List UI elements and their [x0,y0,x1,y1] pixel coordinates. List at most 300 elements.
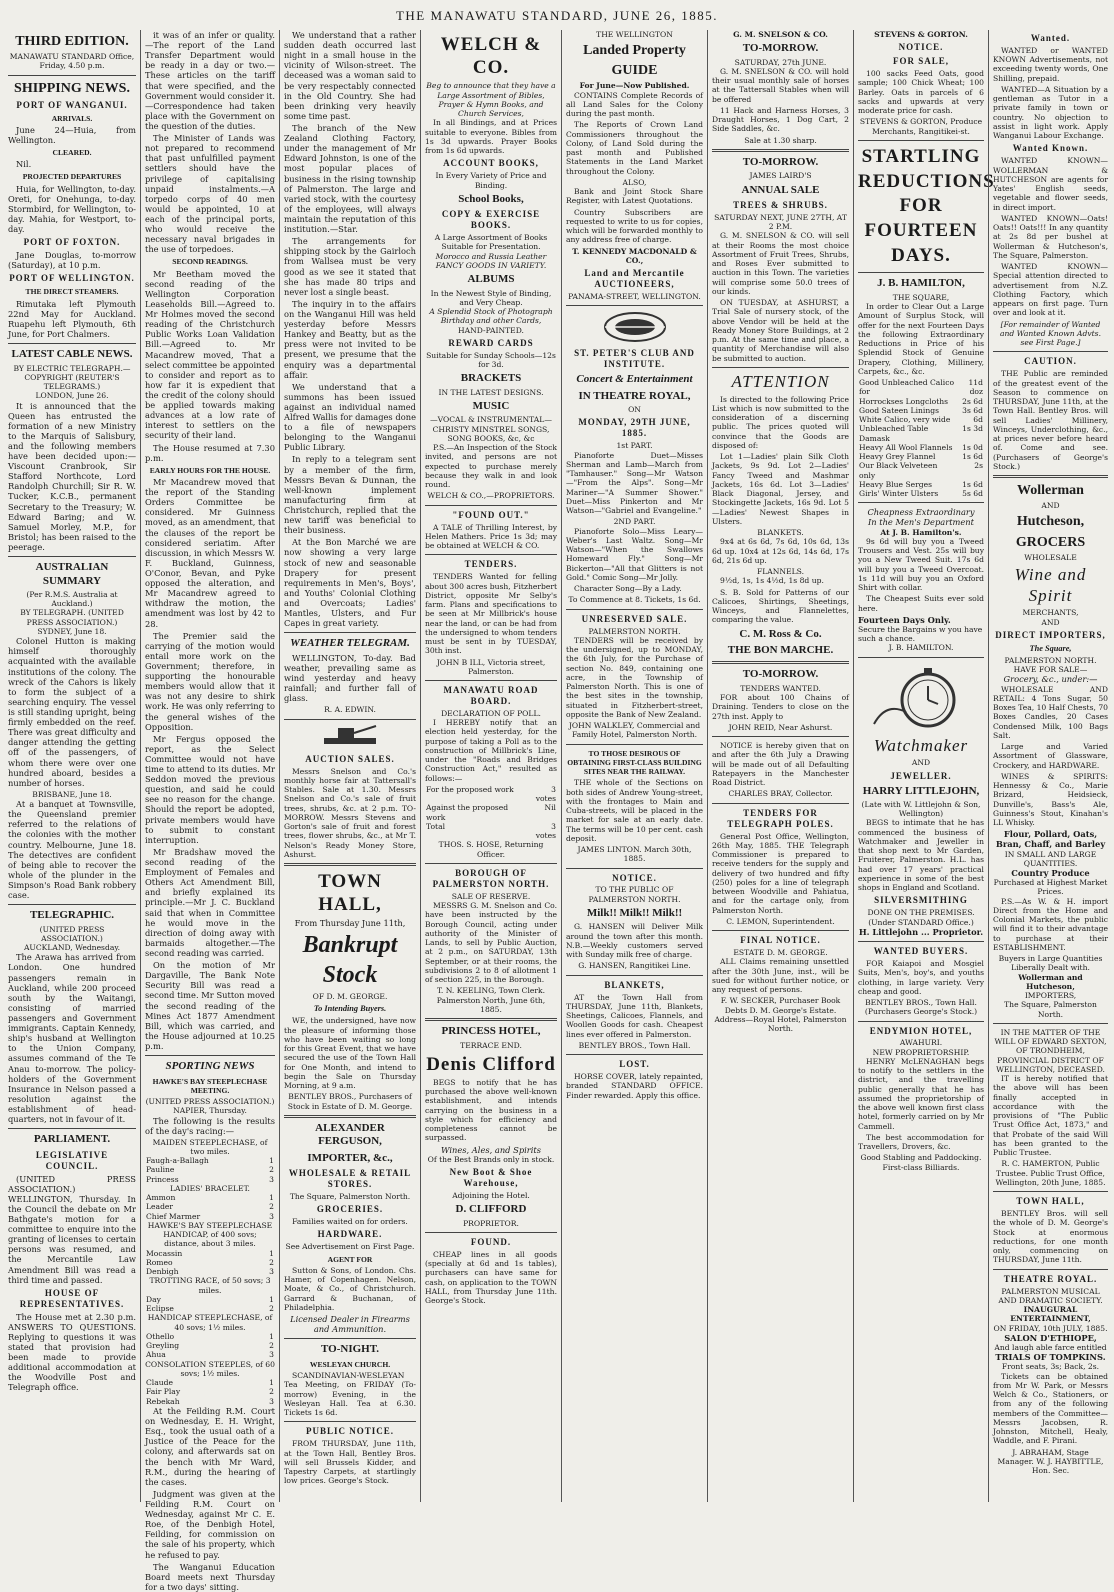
race-title: HAWKE'S BAY STEEPLECHASE HANDICAP, of 400 sovs; distance, about 3 miles. [147,1220,273,1249]
price-item-row [858,489,984,498]
borough-heading: BOROUGH OF PALMERSTON NORTH. [432,867,550,889]
price-item-row [858,397,984,406]
col2-text2: The Minister of Lands was not prepared to recommend that past unfulfilled payment settlers should have the privilege of capitalising unpaid instalments.—A torpedo corps of 40 men would be appointed, 10 at each of the principal ports, who would receive the necessary naval brigades in the use of torpedoes. [145,133,275,255]
auction-hammer-icon [320,724,380,750]
race-result-cell: 2 [269,1257,274,1267]
mens-text: 9s 6d will buy you a Tweed Trousers and Vest. 25s will buy you a New Tweed Suit. 17s 6d will buy you a Tweed Overcoat. 1s 11d will buy you an Oxford Shirt with collar. [858,536,984,592]
unreserved-sign: JOHN WALKLEY, Commercial and Family Hotel, Palmerston North. [568,721,701,740]
townhall-heading: TOWN HALL, [318,871,382,916]
tenders-sign: JOHN B ILL, Victoria street, Palmerston. [436,657,546,676]
attention-heading: ATTENTION [731,371,830,391]
accounts-text: In Every Variety of Price and Binding. [435,171,547,190]
part1-text: Pianoforte Duet—Misses Sherman and Lamb—March from "Tamhauser." Song—Mr Watson—"From the Alps". Song—Mr Mariner—"A Summer Shower." Duet—Miss Pinkerton and Mr Watson—"Gabriel and Evangeline." [566,450,703,516]
attention-blankets: BLANKETS. [757,528,804,538]
fancy-goods: Morocco and Russia Leather FANCY GOODS IN VARIETY. [435,251,547,270]
road-board-sub: DECLARATION OF POLL. [441,708,541,718]
wanted-buyers: WANTED BUYERS. [873,946,969,957]
price-item-cell: 3s 6d [962,405,983,415]
stevens-sign: STEVENS & GORTON, Produce Merchants, Rangitikei-st. [859,117,983,136]
col2-text5: Mr Macandrew moved that the report of the Standing Orders Committee be considered. Mr Guinness moved, as an amendment, that the clauses of the report be considered seriatim. After discussion, in which Messrs W. F. Buckland, Guinness, O'Conor, Bevan, and Pyke opposed the alteration, and Mr Macandrew agreed to withdraw the motion, the amendment was lost by 42 to 28. [145,476,275,629]
telegraph-sign: C. LEMON, Superintendent. [726,916,835,926]
tomorrow3-heading: TO-MORROW. [742,668,819,681]
brackets-heading: BRACKETS [460,372,522,385]
accounts-heading: ACCOUNT BOOKS, [443,158,539,169]
race-result-cell: 1 [269,1378,274,1388]
ashurst-text: ON TUESDAY, at ASHURST, a Trial Sale of nursery stock, of the above Vendor will be held at the Ready Money Store Buildings, at 2 p.m. At the same time and place, a quantity of Merchandise will also be submitted to auction. [712,298,849,363]
laird-name: JAMES LAIRD'S [749,171,812,181]
grocers-heading: GROCERS [1015,534,1086,550]
race-title: TROTTING RACE, of 50 sovs; 3 miles. [149,1276,271,1295]
drain-tenders-sign: JOHN REID, Near Ashurst. [728,722,833,732]
caution-text: THE Public are reminded of the greatest event of the Season to commence on THURSDAY, June 11th, at the Town Hall. Bentley Bros. will sell Ladies' Millinery, Winceys, Underclothing, &c., at prices never before heard of. Come and see. (Purchasers of George's Stock.) [993,369,1108,471]
buyers-label: Buyers in Large Quantities Liberally Dealt with. [998,954,1103,973]
attention-blankets-text: 9x4 at 6s 6d, 7s 6d, 10s 6d, 13s 6d up. 10x4 at 12s 6d, 14s 6d, 17s 6d, 21s 6d up. [712,537,849,565]
ross-sign: C. M. Ross & Co. [739,627,822,640]
flannels-text: 9½d, 1s, 1s 4½d, 1s 8d up. [720,576,824,586]
price-item-cell: Good Sateen Linings [859,405,939,415]
theatre-heading: IN THEATRE ROYAL, [578,389,691,402]
stabling-label: Good Stabling and Paddocking. [860,1153,982,1163]
arrivals-label: ARRIVALS. [51,113,93,123]
col2-text11: Judgment was given at the Feilding R.M. Court on Wednesday, against Mr C. E. Roe, of the Denbigh Hotel, Feilding, for commission on the sale of his property, which he refused to pay. [145,1488,275,1560]
price-item-cell: 2s 6d [962,396,983,406]
wesleyan-heading: WESLEYAN CHURCH. [309,1359,391,1369]
lost-text: HORSE COVER, lately repainted, branded STANDARD OFFICE. Finder rewarded. Apply this office. [566,1072,703,1100]
country-sub: Purchased at Highest Market Prices. [993,878,1108,897]
race-result-cell: Rebekah [146,1396,180,1406]
part2-label: 2ND PART. [613,517,656,527]
telegraphic-text: The Arawa has arrived from London. One hundred passengers remain in Auckland, while 200 proceed south by the Waitangi, consisting of married passengers and Government immigrants. Captain Kennedy, ship's husband at Wellington to the Union Company, assumes command of the Te Anau to-morrow. The policy-holders of the Government Insurance in Nelson passed a resolution against the establishment of head-quarters, not in favour of it. [8,952,136,1125]
milk-sign: G. HANSEN, Rangitikei Line. [578,961,691,971]
fourteen-days: Fourteen Days Only. [858,614,951,625]
wollerman-heading: Wollerman [1017,483,1084,499]
at-hamilton: At J. B. Hamilton's. [880,527,962,537]
wholesale-label: WHOLESALE [1024,552,1077,562]
australian-text: Colonel Hutton is making himself thoroughly acquainted with the available institutions of the colony. The wreck of the Cahors is likely to form the subject of a searching enquiry. The vessel is still standing upright, being firmly embedded on the reef. There was great difficulty and danger attending the getting off of the passengers, of whom there were over one hundred aboard, besides a number of horses. [8,636,136,788]
concert-heading: Concert & Entertainment [576,373,693,386]
wesleyan-text: SCANDINAVIAN-WESLEYAN Tea Meeting, on FRIDAY (To-morrow) Evening, in the Wesleyan Hall. Tea at 6.30. Tickets 1s 6d. [284,1371,416,1418]
concert-date: MONDAY, 29TH JUNE, 1885. [578,417,691,439]
race-result-cell: Princess [146,1174,179,1184]
grocery-label: Grocery, &c., under:— [1003,674,1098,685]
race-result-row [145,1332,275,1341]
race-result-cell: Eclipse [146,1304,174,1314]
jeweller-heading: JEWELLER. [890,770,952,781]
direct-importers: DIRECT IMPORTERS, [995,629,1106,640]
startling-heading: STARTLING REDUCTIONS FOR FOURTEEN DAYS. [858,145,995,266]
race-title: HANDICAP STEEPLECHASE, of 40 sovs; 1½ miles. [147,1313,273,1332]
race-result-row [145,1175,275,1184]
poll-row [425,803,557,822]
hawkes-heading: HAWKE'S BAY STEEPLECHASE MEETING. [152,1076,268,1095]
shipping-heading: SHIPPING NEWS. [14,80,130,96]
unreserved-text: TENDERS will be received by the undersigned, up to MONDAY, the 6th July, for the Purchase of section No. 849, containing one acre, in the Township of Palmerston North. This is one of the best sites in the township, situated in Fitzherbert-street, opposite the Bank of New Zealand. [566,635,703,719]
direct-steamers: THE DIRECT STEAMERS. [25,287,119,297]
race-result-cell: Greyling [146,1341,180,1351]
hamilton-sign: J. B. HAMILTON. [888,643,954,653]
race-result-row [145,1165,275,1174]
race-result-row [145,1341,275,1350]
col2-text7: Mr Fergus opposed the report, as the Select Committee would not have time to attend to its duties. Mr Seddon moved the previous question, and said he could see no reason for the change. Should the report be adopted, private members would have to submit to constant interruption. [145,733,275,845]
land-agents: Land and Mercantile AUCTIONEERS, [584,268,685,290]
hawkes-text: The following is the results of the day's racing:— [145,1115,275,1136]
race-result-cell: Pauline [146,1165,175,1175]
hardware-text: See Advertisement on First Page. [285,1242,415,1252]
blankets-sign: BENTLEY BROS., Town Hall. [578,1040,691,1050]
hutcheson-heading: Hutcheson, [1016,514,1085,530]
race-result-cell: Othello [146,1331,175,1341]
hamilton-square: THE SQUARE, [892,292,950,302]
road-board-sign: THOS. S. HOSE, Returning Officer. [438,840,544,859]
race-result-row [145,1267,275,1276]
public-notice-heading: PUBLIC NOTICE. [305,1426,394,1437]
milk-heading: Milk!! Milk!! Milk!! [586,906,683,919]
wollerman-and: AND [1041,501,1060,511]
notice-heading: NOTICE. [612,872,657,883]
front-text: Tickets can be obtained from Mr W. Park, or Messrs Welch & Co., Stationers, or from any of the following members of the Committee—Messrs Jacobsen, R. Johnston, Mitchell, Healy, Waddle, and F. Pirani. [993,1371,1108,1446]
telegraph-heading: TENDERS FOR TELEGRAPH POLES. [727,807,834,829]
brisbane-text: At a banquet at Townsville, the Queensland premier referred to the relations of the colonies with the mother country. Melbourne, June 18. The detectives are confident of being able to recover the whole of the plunder in the Simpson's Road Bank robbery case. [8,799,136,901]
port-foxton: PORT OF FOXTON. [23,237,121,248]
cheapness-heading: Cheapness Extraordinary [867,507,975,518]
blankets-heading: BLANKETS, [604,979,665,990]
known-text2: WANTED KNOWN—Oats! Oats!! Oats!!! In any quantity at 2s 8d per bushel at Wollerman & Hutcheson's, The Square, Palmerston. [993,213,1108,260]
price-item-cell: Our Black Velveteen only [859,461,938,480]
ratepayers-sign: CHARLES BRAY, Collector. [728,789,833,799]
sat-next: SATURDAY NEXT, JUNE 27TH, AT 2 P.M. [714,212,847,232]
licensed-dealer: Licensed Dealer in Firearms and Ammunition. [290,1314,410,1335]
square2-label: The Square, Palmerston North. [1004,1000,1097,1019]
race-result-cell: 1 [269,1294,274,1304]
price-item-cell: 5s 6d [962,489,983,499]
welch-sub: Beg to announce that they have a Large Assortment of Bibles, Prayer & Hymn Books, and Church Services, [426,81,556,119]
wh-sign: Wollerman and Hutcheson, [1018,972,1083,991]
snelson-time: Sale at 1.30 sharp. [744,135,817,145]
office-line: MANAWATU STANDARD Office, Friday, 4.50 p.m. [9,52,135,71]
milk-text: G. HANSEN will Deliver Milk around the town after this month. N.B.—Weekly customers served with Sunday milk free of charge. [566,922,703,960]
price-item-cell: Heavy Grey Flannel [859,452,936,462]
guide-title: Landed Property [583,43,686,59]
notice-heading: NOTICE. [898,42,944,53]
col2-text1: it was of an infer or quality.—The report of the Land Transfer Department would be ready in a day or two.—These articles on the tariff that were specified, and the Government would consider it.—Correspondence had taken place with the Government on the question of the duties. [145,30,276,131]
part2-close: Character Song—By a Lady. [574,584,682,594]
bargains-text: Secure the Bargains w you have such a chance. [858,624,983,644]
watchmaker-heading: Watchmaker [873,735,969,755]
road-board-text: I HEREBY notify that an election held yesterday, for the purpose of taking a Poll as to the construction of Millbrick's Line, under the "Roads and Bridges Construction Act," resulted as follows:— [425,718,557,783]
price-item-cell: 2s [974,461,983,471]
welch-text: In all Bindings, and at Prices suitable to everyone. Bibles from 1s 3d upwards. Prayer Books from 1s 6d upwards. [425,118,557,156]
column-4 [420,30,561,1502]
clifford-proprietor: PROPRIETOR. [463,1218,519,1228]
reward-text: Suitable for Sunday Schools—12s for 3d. [426,350,556,370]
column-5 [561,30,707,1502]
early-hours: EARLY HOURS FOR THE HOUSE. [149,465,271,475]
silversmithing-sub: DONE ON THE PREMISES. [867,908,975,918]
also-text: Bank and Joint Stock Share Register, with Latest Quotations. [566,187,703,206]
telegraph-text: General Post Office, Wellington, 26th May, 1885. THE Telegraph Commissioner is prepared to receive tenders for the supply and delivery of two hundred and fifty (250) poles for a line of telegraph between Woodville and Pahiatua, and for the cartage only, from Palmerston North. [712,831,849,915]
race-title: MAIDEN STEEPLECHASE, of two miles. [152,1137,268,1156]
price-item-row [858,415,984,424]
cleared-label: CLEARED. [52,148,92,158]
reward-cards: REWARD CARDS [448,337,534,348]
race-result-cell: 2 [269,1202,274,1212]
race-result-row [145,1156,275,1165]
col2-text3: Mr Beetham moved the second reading of the Wellington Corporation Leaseholds Bill.—Agreed to. Mr Holmes moved the second reading of the Christchurch Public Works Loan Validation Bill.—Agreed to. Mr Macandrew moved, That a select committee be appointed to consider and report as to how far it is expedient that the credit of the colony should be applied towards making advances at a low rate of interest to settlers on the security of their land. [145,268,275,441]
wines-ales: Wines, Ales, and Spirits [440,1144,541,1155]
col3-text4: The inquiry in to the affairs on the Wanganui Hill was held yesterday before Messrs Hankey and Beatty, but as the press were not invited to be present, we presume that the enquiry was a departmental affair. [284,298,416,380]
copy-books: COPY & EXERCISE BOOKS. [441,209,541,231]
poll-row [425,822,557,841]
poll-row [425,785,557,804]
race-title: CONSOLATION STEEPLES, of 60 sovs; 1½ miles. [145,1359,275,1378]
bankrupt-heading: Bankrupt Stock [302,932,398,988]
clifford-sign: D. CLIFFORD [455,1203,527,1216]
race-result-cell: 2 [269,1165,274,1175]
groceries-heading: GROCERIES. [316,1204,384,1215]
col3-text2: The branch of the New Zealand Clothing Factory, under the management of Mr Edward Johnston, is one of the most popular places of business in the rising township of Palmerston. The large and varied stock, with the courtesy of the employees, will always maintain the reputation of this institution.—Star. [284,122,416,235]
legislative-heading: LEGISLATIVE COUNCIL. [35,1149,109,1171]
race-result [145,1193,275,1221]
column-8 [988,30,1112,1502]
mens-end: The Cheapest Suits ever sold here. [858,594,984,613]
theatre-royal: THEATRE ROYAL. [1003,1273,1098,1284]
tenders-text: TENDERS Wanted for felling about 300 acres bush, Fitzherbert District, opposite Mr Selby's farm. Plans and specifications to be seen at Mr Millbrick's house near the land, or can be had from the undersigned to whom tenders must be sent in by TUESDAY, 30th inst. [425,572,557,656]
price-item-cell: Girls' Winter Ulsters [859,489,939,499]
club-heading: ST. PETER'S CLUB AND INSTITUTE. [574,348,695,370]
race-result-cell: 1 [269,1331,274,1341]
tonight-heading: TO-NIGHT. [321,1343,379,1356]
borough-text: MESSRS G. M. Snelson and Co. have been instructed by the Borough Council, acting under authority of the Minister of Lands, to sell by Public Auction, at 2 p.m., on SATURDAY, 13th September, or at their rooms, the subdivisions 2 to 8 of allotment 1 of section 225, in the Borough. [425,901,557,985]
building-sites-heading: TO THOSE DESIROUS OF OBTAINING FIRST-CLASS BUILDING SITES NEAR THE RAILWAY. [567,748,702,776]
poll-cell: Total [426,821,446,831]
borough-sign: T. N. KEELING, Town Clerk. Palmerston North, June 6th, 1885. [436,986,546,1014]
townhall8-heading: TOWN HALL, [1016,1196,1085,1207]
estate-text: ALL Claims remaining unsettled after the 30th June, inst., will be sued for without further notice, or any request of persons. [712,957,849,995]
masthead: THE MANAWATU STANDARD, JUNE 26, 1885. [395,8,719,23]
price-item-cell: 1s 3d [962,424,983,434]
price-item-cell: Unbleached Table Damask [859,424,929,443]
second-readings: SECOND READINGS. [172,257,248,267]
col3-text1: We understand that a rather sudden death occurred last night in a small house in the vicinity of Wilson-street. The deceased was a woman said to be very respectably connected in the Old Country. She had been drinking very heavily some time past. [284,30,416,121]
race-result [145,1378,275,1406]
race-result-row [145,1397,275,1406]
caution-heading: CAUTION. [1024,356,1077,367]
third-edition-heading: THIRD EDITION. [15,34,129,49]
column-7 [853,30,995,1502]
guide-header: THE WELLINGTON [596,30,673,39]
cable-text: It is announced that the Queen has entrusted the formation of a new Ministry to the Marquis of Salisbury, and the following members have been decided upon:—Viscount Cranbrook, Sir Stafford Northcote, Lord Randolph Churchill; Sir R. W. Tucker, K.C.B., permanent Secretary to the Treasury; W. Edward Baring; and W. Samuel Morley, M.P., for Bristol; has been raised to the peerage. [8,400,136,553]
silversmithing: SILVERSMITHING [874,895,968,906]
bankrupt-sign: BENTLEY BROS., Purchasers of Stock in Estate of D. M. George. [287,1092,413,1111]
australian-sub: (Per R.M.S. Australia at Auckland.) [26,589,118,609]
col3-text3: The arrangements for shipping stock by the Gairloch from Wallsea must be very good as we see it stated that she has made 80 trips and never lost a single beast. [284,236,416,297]
estate-heading: ESTATE D. M. GEORGE. [733,948,828,958]
col2-text9: On the motion of Mr Dargaville, The Bank Note Security Bill was read a second time. Mr Sutton moved the second reading of the Mines Act 1877 Amendment Bill, which was carried, and the House adjourned at 10.25 p.m. [145,960,275,1051]
sporting-heading: SPORTING NEWS [165,1060,255,1073]
brackets-text: IN THE LATEST DESIGNS. [438,387,544,397]
house-heading: HOUSE OF REPRESENTATIVES. [19,1287,125,1309]
price-item-row [858,406,984,415]
ferguson-sub: IMPORTER, &c., [307,1151,393,1164]
found-out-text: A TALE of Thrilling Interest, by Helen Mathers. Price 1s 3d; may be obtained at WELCH & CO. [425,522,557,551]
price-item-cell: Good Unbleached Calico for [859,378,955,397]
race-result-cell: Denbigh [146,1267,179,1277]
found-heading: FOUND. [470,1236,512,1247]
price-item-row [858,480,984,489]
race-result-row [145,1378,275,1387]
littlejohn-prop: H. Littlejohn ... Proprietor. [858,926,984,937]
weather-sign: R. A. EDWIN. [324,705,376,715]
princess-sub: TERRACE END. [460,1040,522,1050]
race-result-cell: Fair Play [146,1387,181,1397]
price-item-row [858,443,984,452]
price-item-row [858,452,984,461]
proprietorship-label: NEW PROPRIETORSHIP. [872,1047,970,1057]
flour-sub: IN SMALL AND LARGE QUANTITIES. [1004,849,1097,868]
price-item-cell: Heavy Blue Serges [859,479,933,489]
col3-text7: At the Bon Marché we are now showing a very large stock of new and seasonable Drapery for present requirements in Men's, Boys', and Youths' Colonial Clothing and Overcoats; Ladies' Mantles, Ulsters, and Fur Capes in great variety. [284,537,416,629]
wanted-known-heading: Wanted Known. [1012,143,1089,154]
silversmithing-under: (Under STANDARD Office.) [868,917,974,927]
cable-heading: LATEST CABLE NEWS. [11,348,133,361]
house-text: The House met at 2.30 p.m. ANSWERS TO QUESTIONS. Replying to questions it was stated that provision had been made to provide additional accommodation at the Woodville Post and Telegraph office. [8,1311,136,1393]
projected-label: PROJECTED DEPARTURES [22,172,122,182]
race-result-cell: 2 [269,1304,274,1314]
lost-heading: LOST. [619,1059,650,1070]
race-result-cell: 1 [269,1156,274,1166]
price-item-cell: 1s 6d [962,479,983,489]
glassware-text: Large and Varied Assortment of Glassware, Crockery, and HARDWARE. [993,742,1108,770]
race-result-cell: 3 [269,1267,274,1277]
race-result-cell: 3 [269,1211,274,1221]
attention-end: S. B. Sold for Patterns of our Calicoes, Shirtings, Sheetings, Winceys, and Flannelettes, comparing the value. [712,587,849,625]
arrival-text: June 24—Huia, from Wellington. [8,124,136,145]
country-produce: Country Produce [1011,868,1090,879]
denis-text: BEGS to notify that he has purchased the above well-known establishment, and intends carrying on the business in a style which for efficiency and completeness cannot be surpassed. [425,1077,557,1143]
unreserved-heading: UNRESERVED SALE. [581,613,688,624]
race-result-cell: Mocassin [146,1248,183,1258]
blankets-text: AT the Town Hall from THURSDAY, June 11th, Blankets, Sheetings, Calicoes, Flannels, and Woollen Goods for cash. Cheapest lines ever offered in Palmerston. [566,992,703,1039]
attention-text: Is directed to the following Price List which is now submitted to the consideration of a discerning public. The prices quoted will convince that the Goods are disposed of: [712,394,849,450]
race-result-row [145,1258,275,1267]
race-result-cell: 3 [269,1396,274,1406]
wines-text: Of the Best Brands only in stock. [427,1154,555,1164]
ferguson-sub2: WHOLESALE & RETAIL STORES. [288,1168,412,1190]
poll-results [425,785,557,841]
salon-heading: SALON D'ETHIOPE, [1004,1332,1097,1343]
col2-text10: At the Feilding R.M. Court on Wednesday, E. H. Wright, Esq., took the usual oath of a Justice of the Peace for the colony, and afterwards sat on the bench with Mr Ward, R.M., during the hearing of the cases. [145,1405,275,1487]
col2-text8: Mr Bradshaw moved the second reading of the Employment of Females and Others Act Amendment Bill, and briefly explained its principle.—Mr J. C. Buckland said that when in Committee he would move in the direction of doing away with barmaids altogether.—The second reading was carried. [145,846,275,959]
race-result-row [145,1202,275,1211]
australian-heading: AUSTRALIAN SUMMARY [35,561,109,587]
race-result-cell: 1 [269,1248,274,1258]
tomorrow2-heading: TO-MORROW. [742,155,819,168]
music-text: P.S.—An Inspection of the Stock invited, and persons are not expected to purchase merely because they walk in and look round. [425,443,557,490]
agent-heading: AGENT FOR [327,1254,373,1264]
club-emblem-icon [600,310,670,344]
race-results [145,1138,275,1406]
will-sign: R. C. HAMERTON, Public Trustee. Public Trust Office, Wellington, 20th June, 1885. [995,1159,1106,1187]
nil-text: Nil. [16,159,32,170]
snelson-text: G. M. SNELSON & CO. will hold their usual monthly sale of horses at the Tattersall Stables when will be offered [712,66,849,104]
bankrupt-text: WE, the undersigned, have now the pleasure of informing those who have been waiting so long for this Great Event, that we have secured the use of the Town Hall for One Month, and intend to begin the Sale on Thursday Morning, at 9 a.m. [284,1016,416,1091]
race-result [145,1249,275,1277]
guide-title2: GUIDE [611,63,658,79]
also-label: ALSO, [622,177,647,187]
race-result-cell: Day [146,1294,161,1304]
found-out-heading: "FOUND OUT." [452,509,530,520]
part1-label: 1st PART. [616,441,653,451]
poll-cell: Nil [544,803,556,813]
panama-street: PANAMA-STREET, WELLINGTON. [568,292,701,302]
ferguson-address: The Square, Palmerston North. [289,1192,411,1202]
price-item-row [858,378,984,397]
wanted-buyers-text: FOR Kaiapoi and Mosgiel Suits, Men's, boy's, and youths clothing, in large variety. Very cheap and good. [858,959,984,996]
wine-spirit: Wine and Spirit [1014,564,1087,605]
will-heading: IN THE MATTER OF THE WILL OF EDWARD SEXTON, OF TRONDHEIM, PROVINCIAL DISTRICT OF WELLINGTON, DECEASED. [994,1027,1107,1074]
hamilton-heading: J. B. HAMILTON, [877,277,965,290]
groceries-text: Families waited on for orders. [292,1217,408,1227]
found-text: CHEAP lines in all goods (specially at 6d and 1s tables), purchasers can have same for cash, on application to the TOWN HALL, from Thursday June 11th. George's Stock. [425,1249,557,1306]
telegraphic-by: (UNITED PRESS ASSOCIATION.) [39,924,105,943]
wines-spirits-text: WINES & SPIRITS: Hennessy & Co., Marie Brizard, Heidsieck, Dunville's, Bass's Ale, Guinness's Stout, Kinahan's LL Whisky. [993,771,1108,828]
subscribers-text: Country Subscribers are requested to write to us for copies, which will be forwarded monthly to any address free of charge. [566,207,704,245]
agent-text: Sutton & Sons, of London. Chs. Hamer, of Copenhagen. Nelson, Moate, & Co., of Christchurch. Garrard & Buchanan, of Philadelphia. [284,1265,416,1312]
wh-ps: P.S.—As W. & H. import Direct from the Home and Colonial Markets, the public will find it to their advantage to purchase at their ESTABLISHMENT. [993,896,1108,952]
bankrupt-of: OF D. M. GEORGE. [312,992,388,1001]
price-item-cell: 11d doz [968,378,983,397]
col2-text4: The House resumed at 7.30 p.m. [145,442,275,463]
race-result-cell: 3 [269,1350,274,1360]
tenders-wanted: TENDERS WANTED. [740,683,821,693]
race-result [145,1295,275,1314]
billiards-label: First-class Billiards. [882,1162,960,1172]
auction-heading: AUCTION SALES. [305,753,395,764]
littlejohn-text: BEGS to intimate that he has commenced the business of Watchmaker and Jeweller in that shop next to Mr Garden, Fruiterer, Palmerston. H.L. has had over 17 years' practical experience in some of the best shops in England and Scotland. [858,818,984,893]
port-wanganui: PORT OF WANGANUI. [16,99,128,110]
race-result-cell: Leader [146,1202,174,1212]
townhall8-text: BENTLEY Bros. will sell the whole of D. M. George's Stock at enormous reductions, for one month only, commencing on THURSDAY, June 11th. [993,1209,1108,1265]
race-result-cell: 2 [269,1341,274,1351]
princess-heading: PRINCESS HOTEL, [441,1025,541,1038]
awahuri-label: AWAHURI. [899,1038,943,1048]
pocket-watch-icon [866,662,976,732]
race-result-row [145,1249,275,1258]
unreserved-loc: PALMERSTON NORTH. [588,626,681,636]
trials-heading: TRIALS OF TOMPKINS. [995,1352,1106,1363]
hamilton-text: In order to Clear Out a Large Amount of Surplus Stock, will offer for the next Fourteen Days the following Extraordinary Reductions in Price of his Splendid Stock of Genuine Drapery, Clothing, Millinery, Carpets, &c., &c. [858,302,984,376]
auction-text: Messrs Snelson and Co.'s monthly horse fair at Tattersall's Stables. Sale at 1.30. Messrs Snelson and Co.'s sale of fruit trees, shrubs, &c. at 2 p.m. TO-MORROW. Messrs Stevens and Gorton's sale of fruit and forest trees, flower shrubs, &c., at Mr T. Nelson's Ready Money Store, Ashurst. [284,766,416,859]
price-item-cell: White Calico, very wide [859,415,951,425]
stevens-head: STEVENS & GORTON. [874,30,968,39]
legislative-text: (UNITED PRESS ASSOCIATION.) WELLINGTON, Thursday. In the Council the debate on Mr Bathgate's motion for a committee to enquire into the granting of licenses to certain persons was resumed, and the Mercantile Law Amendment Bill was read a third time and passed. [8,1173,136,1285]
wholesale-retail-text: WHOLESALE AND RETAIL: 4 Tons Sugar, 50 Boxes Tea, 10 Half Chests, 70 Boxes Candles, 20 Cases Condensed Milk, 100 Bags Salt. [993,684,1108,740]
kennedy-sign: T. KENNEDY MACDONALD & CO., [572,246,697,265]
guide-issue: For June—Now Published. [579,81,690,91]
poll-cell: Against the proposed work [426,803,509,822]
australian-loc: SYDNEY, June 18. [37,626,107,636]
albums-text: In the Newest Style of Binding, and Very Cheap. [430,288,552,307]
race-result-cell: Ahua [146,1350,166,1360]
building-sites-text: THE whole of the Sections on both sides of Andrew Young-street, with the frontages to Main and Cuba-streets, will be placed in the market for sale at an early date. The terms will be 10 per cent. cash deposit. [566,778,703,843]
col3-text6: In reply to a telegram sent by a member of the firm, Messrs Bevan & Dunnan, the well-known implement manufacturing firm at Christchurch, replied that the new tariff was beneficial to their business. [284,454,416,536]
telegraphic-loc: AUCKLAND, Wednesday. [23,943,121,953]
front-seats: Front seats, 3s; Back, 2s. [1001,1362,1100,1372]
race-result-row [145,1295,275,1304]
for-sale-heading: FOR SALE, [892,56,949,67]
race-title: LADIES' BRACELET. [170,1183,250,1193]
race-result-row [145,1387,275,1396]
